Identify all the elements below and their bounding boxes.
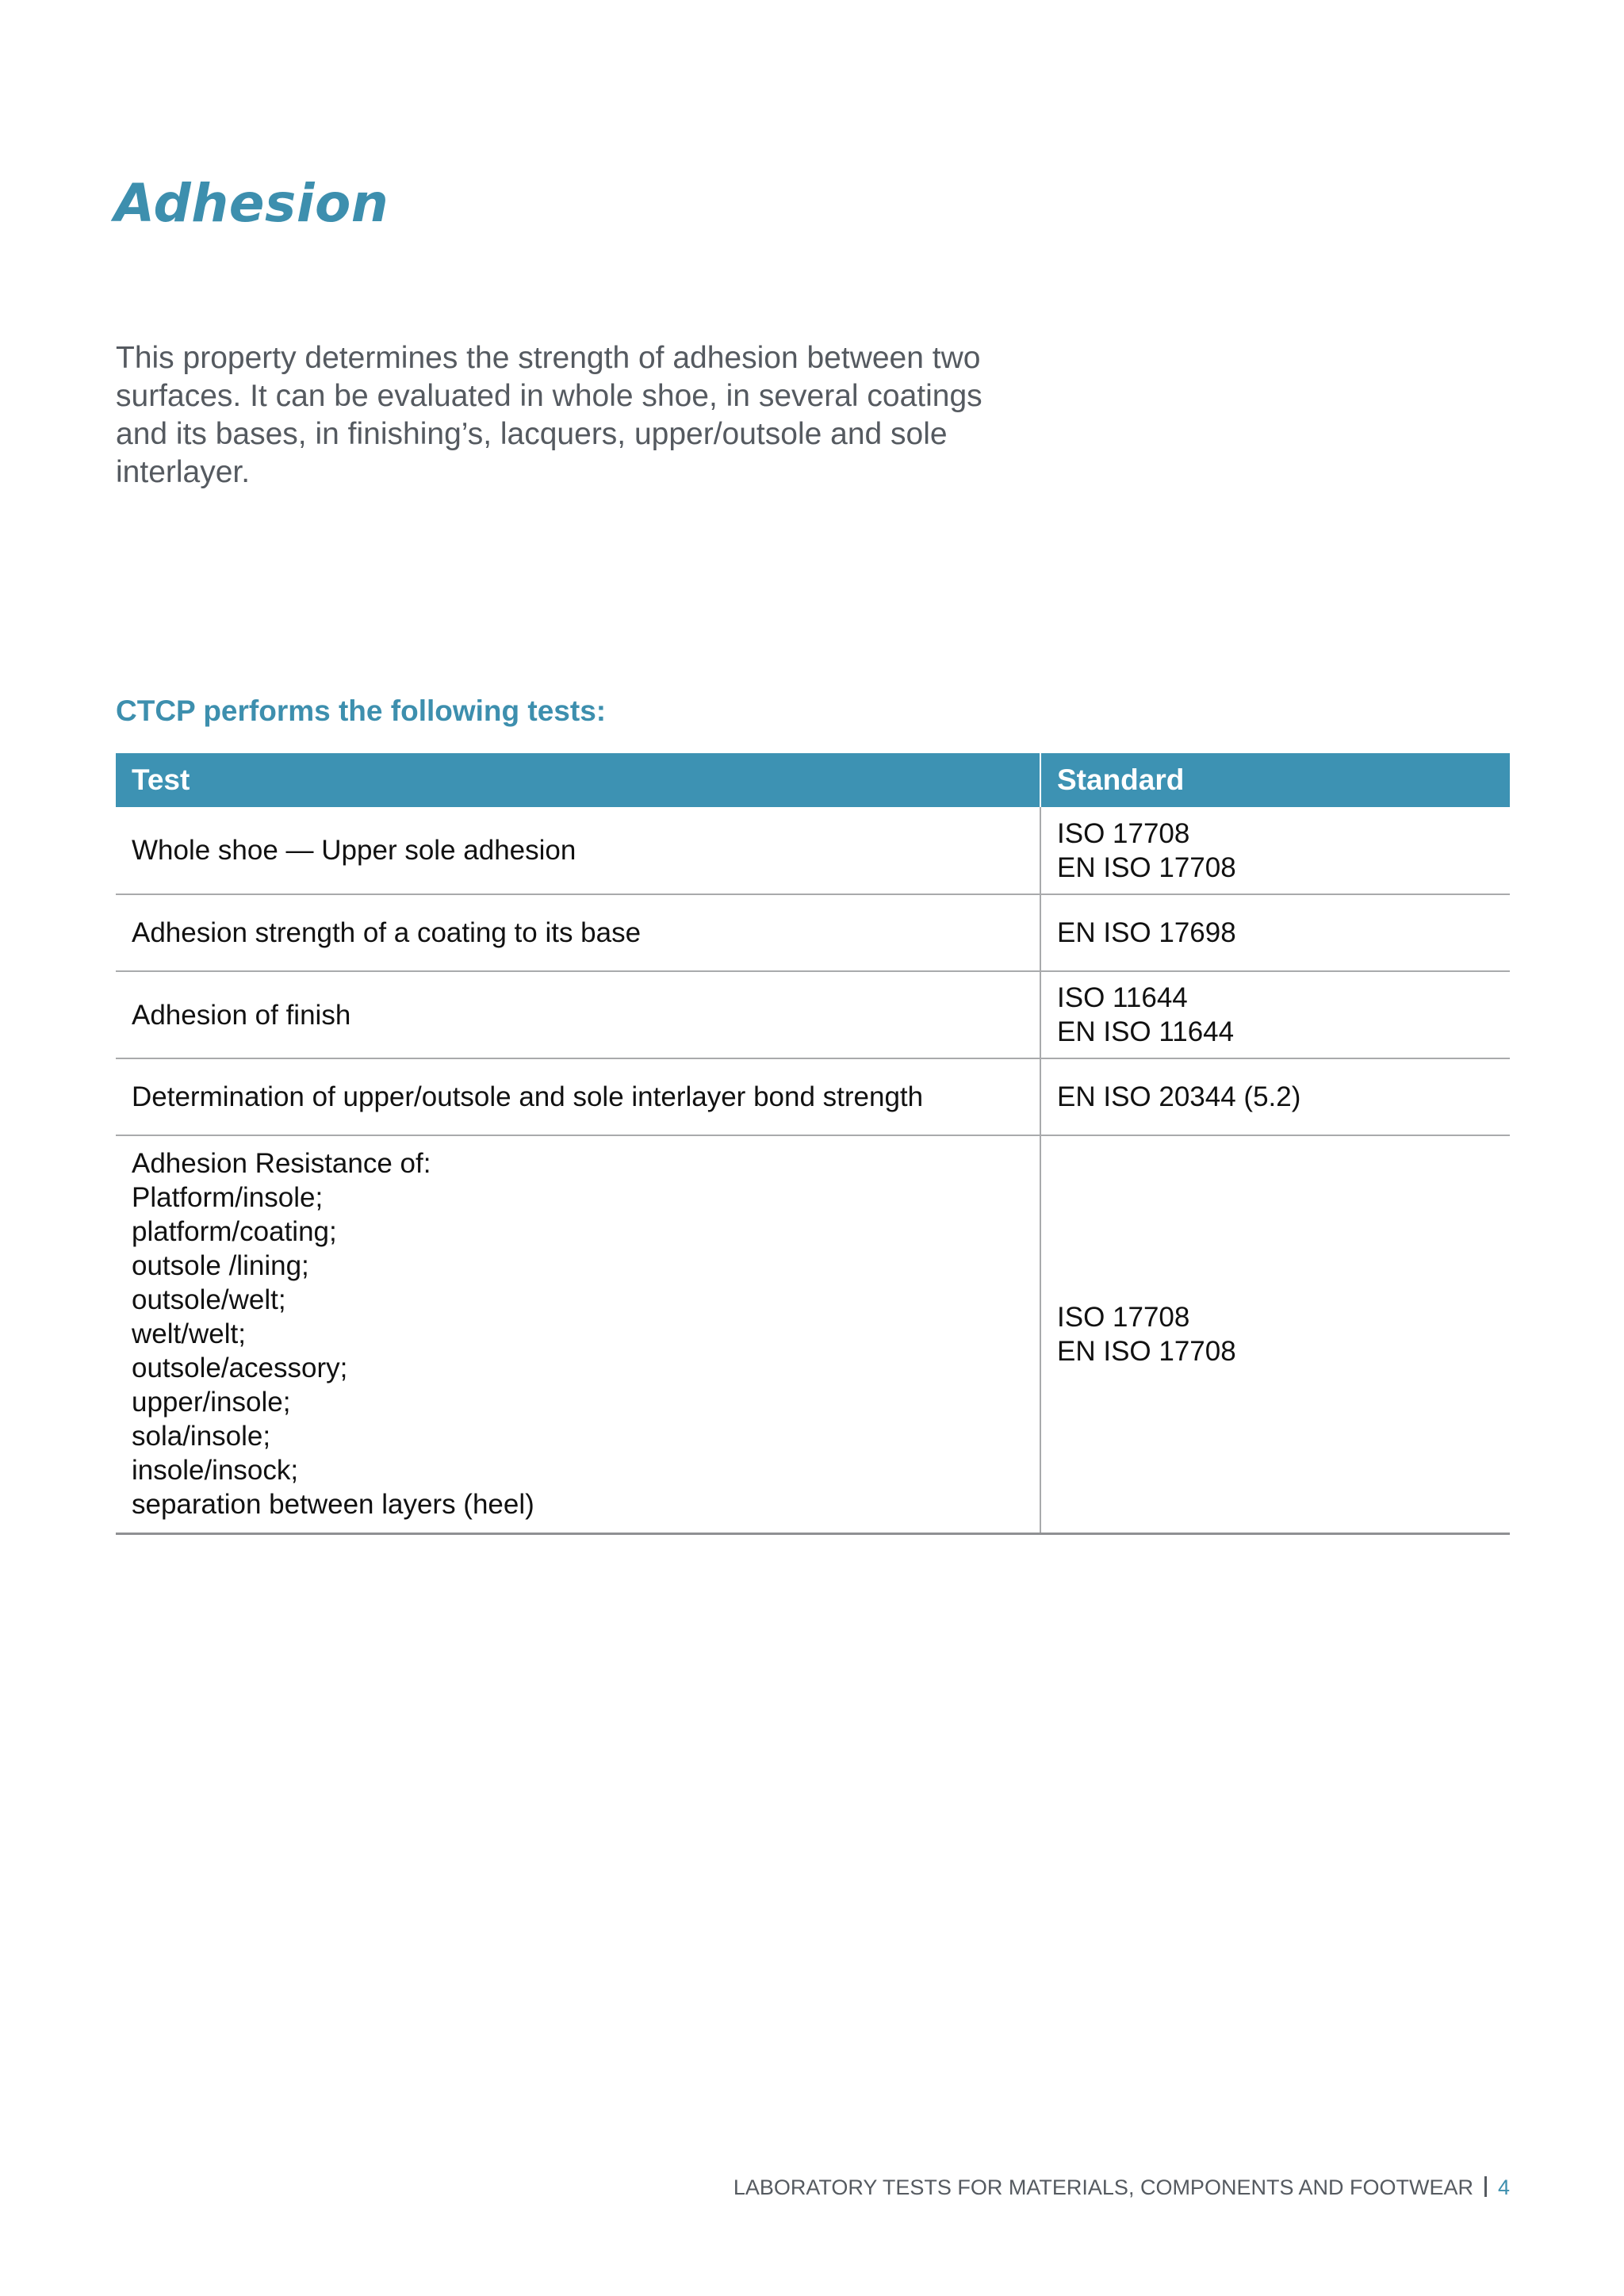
cell-standard (1040, 1058, 1510, 1135)
cell-standard-text: ISO 11644 EN ISO 11644 (1057, 982, 1235, 1047)
cell-standard (1040, 807, 1510, 894)
cell-standard (1040, 894, 1510, 971)
table-row (116, 1135, 1510, 1533)
column-header-test: Test (116, 753, 1040, 807)
footer-separator (1484, 2176, 1487, 2197)
cell-test (116, 971, 1040, 1058)
page-title: Adhesion (114, 173, 389, 234)
table-row (116, 894, 1510, 971)
page-number: 4 (1497, 2175, 1510, 2199)
cell-test-text: Determination of upper/outsole and sole interlayer bond strength (132, 1081, 924, 1112)
cell-test-text: Adhesion Resistance of: Platform/insole; platform/coating; outsole /lining; outsole/welt; welt/welt; outsole/acessory; upper/insole; sola/insole; insole/insock; separation between layers (heel) (132, 1148, 534, 1521)
table-row (116, 807, 1510, 894)
table-row (116, 1058, 1510, 1135)
cell-test (116, 807, 1040, 894)
section-heading: CTCP performs the following tests: (116, 695, 607, 727)
cell-test (116, 1135, 1040, 1533)
cell-standard-text: EN ISO 17698 (1057, 917, 1236, 948)
column-header-standard: Standard (1040, 753, 1510, 807)
table-row (116, 971, 1510, 1058)
cell-test-text: Adhesion strength of a coating to its base (132, 917, 642, 948)
cell-standard (1040, 1135, 1510, 1533)
table-header-row (116, 753, 1510, 807)
cell-standard-text: ISO 17708 EN ISO 17708 (1057, 1301, 1236, 1367)
cell-test (116, 1058, 1040, 1135)
cell-standard-text: EN ISO 20344 (5.2) (1057, 1081, 1301, 1112)
tests-table (116, 753, 1510, 1535)
cell-test-text: Whole shoe — Upper sole adhesion (132, 835, 576, 866)
cell-test-text: Adhesion of finish (132, 999, 351, 1031)
cell-standard-text: ISO 17708 EN ISO 17708 (1057, 817, 1236, 883)
footer-title: LABORATORY TESTS FOR MATERIALS, COMPONENTS AND FOOTWEAR (733, 2175, 1473, 2199)
cell-standard (1040, 971, 1510, 1058)
cell-test (116, 894, 1040, 971)
intro-paragraph: This property determines the strength of adhesion between two surfaces. It can be evaluated in whole shoe, in several coatings and its bases, in finishing’s, lacquers, upper/outsole and sole interlayer. (116, 341, 982, 489)
page-footer (733, 2176, 1510, 2198)
